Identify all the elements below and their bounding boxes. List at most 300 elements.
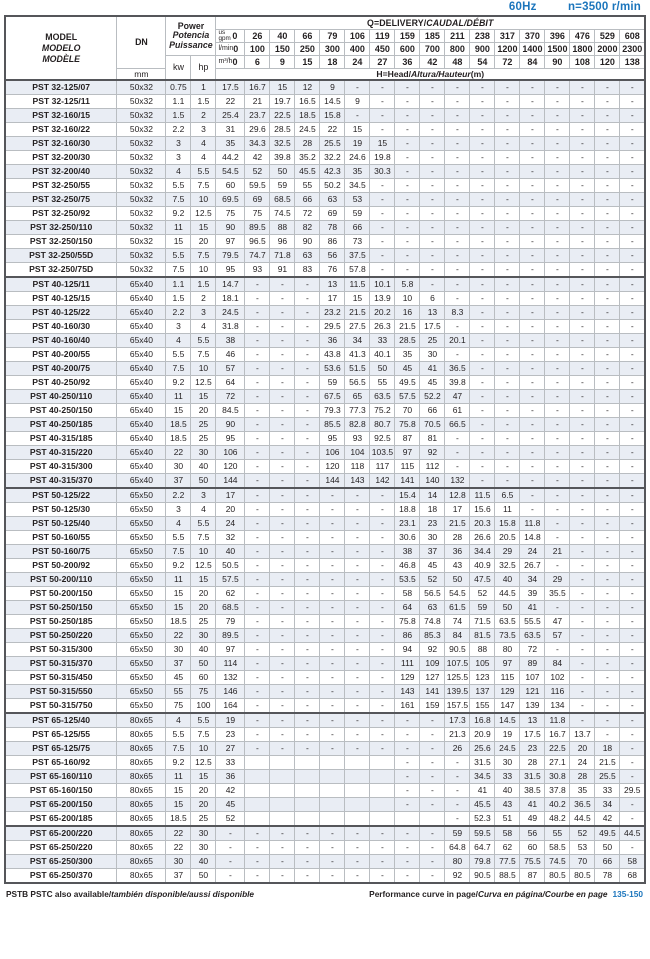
head-value-cell: 13 — [520, 713, 545, 728]
model-cell: PST 50-160/55 — [5, 531, 117, 545]
table-row — [5, 615, 645, 629]
head-value-cell: - — [545, 151, 570, 165]
head-value-cell: 117 — [370, 460, 395, 474]
gpm-value-cell: 159 — [395, 29, 420, 42]
head-value-cell: - — [370, 95, 395, 109]
dn-cell: 50x32 — [117, 80, 166, 95]
head-value-cell: - — [595, 207, 620, 221]
head-value-cell: 45 — [420, 559, 445, 573]
head-value-cell: - — [245, 713, 270, 728]
hp-cell: 25 — [191, 615, 216, 629]
head-value-cell: - — [370, 80, 395, 95]
head-value-cell: - — [620, 756, 645, 770]
head-value-cell: - — [595, 460, 620, 474]
head-value-cell: - — [270, 629, 295, 643]
head-value-cell: - — [245, 545, 270, 559]
head-value-cell: 69 — [320, 207, 345, 221]
head-value-cell: 21 — [545, 545, 570, 559]
head-value-cell: 66.5 — [445, 418, 470, 432]
head-value-cell: - — [445, 95, 470, 109]
head-value-cell — [245, 756, 270, 770]
kw-cell: 7.5 — [166, 742, 191, 756]
head-value-cell: 88 — [270, 221, 295, 235]
head-value-cell: 161 — [395, 699, 420, 714]
model-cell: PST 32-250/92 — [5, 207, 117, 221]
table-row — [5, 404, 645, 418]
head-value-cell: - — [520, 249, 545, 263]
gpm-value-cell: 66 — [295, 29, 320, 42]
head-value-cell: - — [420, 80, 445, 95]
head-value-cell: - — [545, 446, 570, 460]
head-value-cell: - — [620, 517, 645, 531]
head-value-cell: - — [520, 95, 545, 109]
head-value-cell: 87 — [395, 432, 420, 446]
head-value-cell: - — [470, 165, 495, 179]
head-value-cell: - — [370, 109, 395, 123]
head-value-cell: - — [245, 503, 270, 517]
model-cell: PST 65-200/150 — [5, 798, 117, 812]
head-value-cell: - — [570, 320, 595, 334]
dn-cell: 50x32 — [117, 193, 166, 207]
gpm-value-cell: 396 — [545, 29, 570, 42]
head-value-cell: - — [570, 432, 595, 446]
head-value-cell: - — [270, 362, 295, 376]
head-value-cell: 38.5 — [520, 784, 545, 798]
kw-cell: 7.5 — [166, 193, 191, 207]
head-value-cell: - — [395, 713, 420, 728]
lmin-value-cell: 400 — [345, 42, 370, 55]
head-value-cell — [345, 798, 370, 812]
gpm-unit-cell — [216, 29, 245, 42]
head-value-cell: 72 — [216, 390, 245, 404]
head-value-cell: - — [545, 193, 570, 207]
model-cell: PST 32-125/11 — [5, 95, 117, 109]
head-value-cell: - — [595, 263, 620, 278]
head-value-cell: - — [520, 277, 545, 292]
head-value-cell: 55 — [370, 376, 395, 390]
head-value-cell: 43.8 — [320, 348, 345, 362]
head-value-cell: - — [570, 685, 595, 699]
dn-cell: 65x50 — [117, 643, 166, 657]
head-value-cell: 17.5 — [520, 728, 545, 742]
table-row — [5, 179, 645, 193]
head-value-cell — [245, 798, 270, 812]
gpm-zero: 0 — [232, 30, 238, 41]
model-cell: PST 65-200/185 — [5, 812, 117, 827]
head-value-cell: - — [570, 587, 595, 601]
head-value-cell: - — [620, 404, 645, 418]
table-row — [5, 207, 645, 221]
head-value-cell: 33 — [495, 770, 520, 784]
head-value-cell: - — [570, 123, 595, 137]
model-label-fr: MODÈLE — [42, 53, 80, 64]
head-value-cell: 20.2 — [370, 306, 395, 320]
lmin-value-cell: 1200 — [495, 42, 520, 55]
head-value-cell: 20.9 — [470, 728, 495, 742]
head-value-cell: 29.6 — [245, 123, 270, 137]
head-value-cell: - — [470, 137, 495, 151]
head-value-cell: 56 — [320, 249, 345, 263]
head-value-cell: - — [270, 615, 295, 629]
hp-cell: 12.5 — [191, 207, 216, 221]
head-value-cell: 50 — [445, 573, 470, 587]
kw-cell: 11 — [166, 221, 191, 235]
head-value-cell: 63 — [295, 249, 320, 263]
kw-cell: 18.5 — [166, 812, 191, 827]
table-row — [5, 742, 645, 756]
head-value-cell: - — [420, 728, 445, 742]
head-value-cell: - — [495, 446, 520, 460]
table-row — [5, 812, 645, 827]
head-value-cell: - — [545, 292, 570, 306]
lmin-value-cell: 800 — [445, 42, 470, 55]
table-row — [5, 531, 645, 545]
head-value-cell: 16.5 — [295, 95, 320, 109]
table-row — [5, 418, 645, 432]
head-value-cell: 84 — [445, 629, 470, 643]
head-value-cell: - — [545, 559, 570, 573]
head-value-cell: 55 — [295, 179, 320, 193]
footer-availability-note: PSTB PSTC also available/también disponible/aussi disponible — [6, 889, 255, 899]
head-value-cell: 41 — [520, 601, 545, 615]
head-value-cell: 70 — [570, 855, 595, 869]
head-value-cell: - — [570, 629, 595, 643]
model-cell: PST 40-250/150 — [5, 404, 117, 418]
head-value-cell: - — [245, 559, 270, 573]
hp-cell: 4 — [191, 151, 216, 165]
head-value-cell: 164 — [216, 699, 245, 714]
kw-cell: 1.5 — [166, 292, 191, 306]
lmin-zero: 0 — [233, 43, 239, 54]
head-value-cell: - — [570, 503, 595, 517]
head-value-cell: - — [620, 390, 645, 404]
head-value-cell: 25.6 — [470, 742, 495, 756]
head-value-cell: 68 — [620, 869, 645, 884]
head-value-cell: 15.8 — [320, 109, 345, 123]
head-value-cell: 55 — [545, 826, 570, 841]
head-value-cell: - — [620, 742, 645, 756]
head-value-cell: - — [570, 292, 595, 306]
head-value-cell: - — [595, 165, 620, 179]
head-value-cell: - — [620, 798, 645, 812]
head-value-cell: 139 — [520, 699, 545, 714]
head-value-cell: 78 — [595, 869, 620, 884]
head-value-cell: 24 — [216, 517, 245, 531]
head-value-cell: - — [295, 841, 320, 855]
head-value-cell: 59 — [445, 826, 470, 841]
head-value-cell: 74.5 — [270, 207, 295, 221]
head-value-cell: 34.5 — [470, 770, 495, 784]
head-value-cell: 19 — [345, 137, 370, 151]
head-value-cell: - — [620, 545, 645, 559]
head-value-cell: 52.2 — [420, 390, 445, 404]
table-row — [5, 362, 645, 376]
table-row — [5, 474, 645, 489]
head-value-cell: 18 — [420, 503, 445, 517]
head-value-cell: 34.4 — [470, 545, 495, 559]
head-value-cell: - — [570, 109, 595, 123]
head-value-cell: 24.6 — [345, 151, 370, 165]
m3h-value-cell: 72 — [495, 55, 520, 68]
head-value-cell: 97 — [495, 657, 520, 671]
head-value-cell: 57.5 — [216, 573, 245, 587]
head-value-cell: 66 — [420, 404, 445, 418]
head-value-cell — [245, 812, 270, 827]
kw-cell: 7.5 — [166, 362, 191, 376]
hp-cell: 1.5 — [191, 95, 216, 109]
head-value-cell: 80.5 — [545, 869, 570, 884]
hp-cell: 20 — [191, 784, 216, 798]
model-cell: PST 50-160/75 — [5, 545, 117, 559]
table-row — [5, 699, 645, 714]
head-value-cell: - — [345, 629, 370, 643]
head-value-cell — [245, 770, 270, 784]
kw-cell: 2.2 — [166, 123, 191, 137]
head-value-cell: 20 — [570, 742, 595, 756]
head-value-cell: 144 — [320, 474, 345, 489]
head-value-cell: - — [270, 306, 295, 320]
table-row — [5, 109, 645, 123]
head-value-cell: - — [245, 390, 270, 404]
head-value-cell: 137 — [470, 685, 495, 699]
head-value-cell: - — [620, 643, 645, 657]
head-value-cell: 139.5 — [445, 685, 470, 699]
head-value-cell: 18.8 — [395, 503, 420, 517]
m3h-value-cell: 18 — [320, 55, 345, 68]
hp-cell: 25 — [191, 418, 216, 432]
head-value-cell: - — [570, 249, 595, 263]
head-value-cell: - — [245, 362, 270, 376]
head-value-cell — [295, 756, 320, 770]
head-value-cell: - — [595, 95, 620, 109]
table-row — [5, 193, 645, 207]
hp-cell: 20 — [191, 798, 216, 812]
head-value-cell: 50 — [495, 601, 520, 615]
head-value-cell: - — [445, 235, 470, 249]
head-value-cell: 43 — [495, 798, 520, 812]
head-value-cell: 66 — [295, 193, 320, 207]
head-value-cell: - — [445, 292, 470, 306]
dn-cell: 65x40 — [117, 474, 166, 489]
head-value-cell: 143 — [345, 474, 370, 489]
head-value-cell: 23 — [216, 728, 245, 742]
head-value-cell: 36 — [445, 545, 470, 559]
head-value-cell: - — [420, 207, 445, 221]
hp-cell: 7.5 — [191, 249, 216, 263]
head-value-cell: - — [545, 474, 570, 489]
head-value-cell: 21.5 — [595, 756, 620, 770]
head-value-cell: - — [545, 404, 570, 418]
head-value-cell: - — [620, 432, 645, 446]
lmin-value-cell: 150 — [270, 42, 295, 55]
dn-cell: 50x32 — [117, 123, 166, 137]
head-value-cell: - — [270, 826, 295, 841]
head-value-cell: - — [295, 306, 320, 320]
head-value-cell: 40 — [216, 545, 245, 559]
kw-cell: 55 — [166, 685, 191, 699]
head-value-cell: - — [245, 657, 270, 671]
head-value-cell: - — [470, 151, 495, 165]
head-value-cell: - — [445, 784, 470, 798]
head-value-cell: 42 — [245, 151, 270, 165]
head-value-cell: 77.5 — [495, 855, 520, 869]
head-value-cell: 62 — [216, 587, 245, 601]
head-value-cell: - — [320, 488, 345, 503]
head-value-cell: - — [495, 292, 520, 306]
table-row — [5, 95, 645, 109]
dn-cell: 50x32 — [117, 207, 166, 221]
head-value-cell: 10.1 — [370, 277, 395, 292]
head-value-cell: - — [370, 517, 395, 531]
kw-cell: 22 — [166, 841, 191, 855]
model-cell: PST 65-250/300 — [5, 855, 117, 869]
head-value-cell: - — [595, 545, 620, 559]
head-value-cell: - — [295, 348, 320, 362]
head-value-cell: 23.1 — [395, 517, 420, 531]
model-column-header — [5, 16, 117, 80]
head-value-cell: - — [420, 95, 445, 109]
head-value-cell: - — [370, 235, 395, 249]
head-value-cell: - — [620, 179, 645, 193]
head-value-cell: 19 — [216, 713, 245, 728]
kw-cell: 37 — [166, 474, 191, 489]
model-cell: PST 50-315/750 — [5, 699, 117, 714]
model-cell: PST 40-160/40 — [5, 334, 117, 348]
head-value-cell: - — [545, 432, 570, 446]
head-value-cell: - — [470, 474, 495, 489]
hp-cell: 20 — [191, 601, 216, 615]
head-value-cell: 32.2 — [320, 151, 345, 165]
head-value-cell: - — [595, 348, 620, 362]
head-value-cell: 127 — [420, 671, 445, 685]
head-value-cell: 47.5 — [470, 573, 495, 587]
head-value-cell: 26.7 — [520, 559, 545, 573]
head-value-cell: 96.5 — [245, 235, 270, 249]
table-row — [5, 728, 645, 742]
hp-cell: 75 — [191, 685, 216, 699]
head-value-cell: - — [345, 531, 370, 545]
head-value-cell: 18.1 — [216, 292, 245, 306]
head-value-cell: 16.7 — [545, 728, 570, 742]
head-value-cell: 17 — [320, 292, 345, 306]
head-value-cell: 81.5 — [470, 629, 495, 643]
head-value-cell: - — [245, 699, 270, 714]
head-value-cell: - — [545, 320, 570, 334]
head-value-cell: 15 — [345, 123, 370, 137]
kw-cell: 4 — [166, 517, 191, 531]
head-value-cell: - — [295, 629, 320, 643]
head-value-cell: 29.5 — [620, 784, 645, 798]
m3h-label: m³/h — [218, 58, 233, 65]
head-value-cell: 103.5 — [370, 446, 395, 460]
hp-cell: 5.5 — [191, 713, 216, 728]
q-label-intl: CAUDAL/DÉBIT — [426, 17, 494, 28]
head-value-cell: - — [620, 362, 645, 376]
head-value-cell: - — [320, 685, 345, 699]
head-value-cell: - — [370, 699, 395, 714]
head-value-cell — [320, 770, 345, 784]
head-value-cell: - — [320, 615, 345, 629]
head-value-cell — [345, 770, 370, 784]
head-value-cell: - — [495, 390, 520, 404]
head-value-cell: 12.8 — [445, 488, 470, 503]
head-value-cell: - — [245, 292, 270, 306]
m3h-value-cell: 24 — [345, 55, 370, 68]
head-value-cell: 5.8 — [395, 277, 420, 292]
head-value-cell: - — [395, 728, 420, 742]
head-value-cell: - — [245, 742, 270, 756]
head-value-cell: 16.7 — [245, 80, 270, 95]
head-value-cell: - — [295, 320, 320, 334]
head-value-cell: - — [270, 446, 295, 460]
head-value-cell: - — [620, 109, 645, 123]
table-row — [5, 545, 645, 559]
kw-cell: 11 — [166, 390, 191, 404]
dn-cell: 80x65 — [117, 841, 166, 855]
head-value-cell: 90 — [295, 235, 320, 249]
head-value-cell: 73.5 — [495, 629, 520, 643]
head-value-cell: - — [295, 460, 320, 474]
model-cell: PST 50-315/450 — [5, 671, 117, 685]
head-value-cell: 86 — [320, 235, 345, 249]
hp-cell: 15 — [191, 573, 216, 587]
head-value-cell: - — [570, 615, 595, 629]
head-value-cell: - — [270, 503, 295, 517]
model-cell: PST 50-250/220 — [5, 629, 117, 643]
head-value-cell: - — [620, 80, 645, 95]
head-value-cell: 94 — [395, 643, 420, 657]
head-value-cell: 63.5 — [370, 390, 395, 404]
head-value-cell: - — [520, 488, 545, 503]
head-value-cell: - — [270, 404, 295, 418]
head-value-cell: 134 — [545, 699, 570, 714]
head-value-cell: - — [595, 517, 620, 531]
head-value-cell: - — [245, 517, 270, 531]
head-value-cell: - — [520, 432, 545, 446]
head-value-cell: - — [445, 80, 470, 95]
head-value-cell: - — [520, 235, 545, 249]
head-value-cell: - — [370, 545, 395, 559]
head-value-cell: 71.5 — [470, 615, 495, 629]
head-value-cell: 106 — [216, 446, 245, 460]
head-value-cell: - — [270, 869, 295, 884]
head-value-cell: - — [370, 221, 395, 235]
head-value-cell: - — [395, 179, 420, 193]
m3h-zero: 0 — [232, 56, 238, 67]
dn-cell: 65x40 — [117, 348, 166, 362]
hp-cell: 7.5 — [191, 179, 216, 193]
head-value-cell: 118 — [345, 460, 370, 474]
head-value-cell: 92 — [445, 869, 470, 884]
hp-cell: 5.5 — [191, 334, 216, 348]
model-label-es: MODELO — [41, 42, 81, 53]
dn-cell: 65x50 — [117, 503, 166, 517]
kw-cell: 30 — [166, 855, 191, 869]
head-value-cell: 123 — [470, 671, 495, 685]
title-bar — [509, 1, 641, 13]
head-value-cell: - — [395, 841, 420, 855]
head-value-cell: 16.8 — [470, 713, 495, 728]
head-value-cell: 21.3 — [445, 728, 470, 742]
dn-column-header: DN — [117, 16, 166, 68]
head-value-cell: - — [620, 193, 645, 207]
head-value-cell: 141 — [420, 685, 445, 699]
page-range: 135-150 — [612, 889, 643, 899]
head-value-cell: - — [620, 728, 645, 742]
head-value-cell: 54.5 — [216, 165, 245, 179]
hp-cell: 60 — [191, 671, 216, 685]
head-value-cell: 11.5 — [345, 277, 370, 292]
